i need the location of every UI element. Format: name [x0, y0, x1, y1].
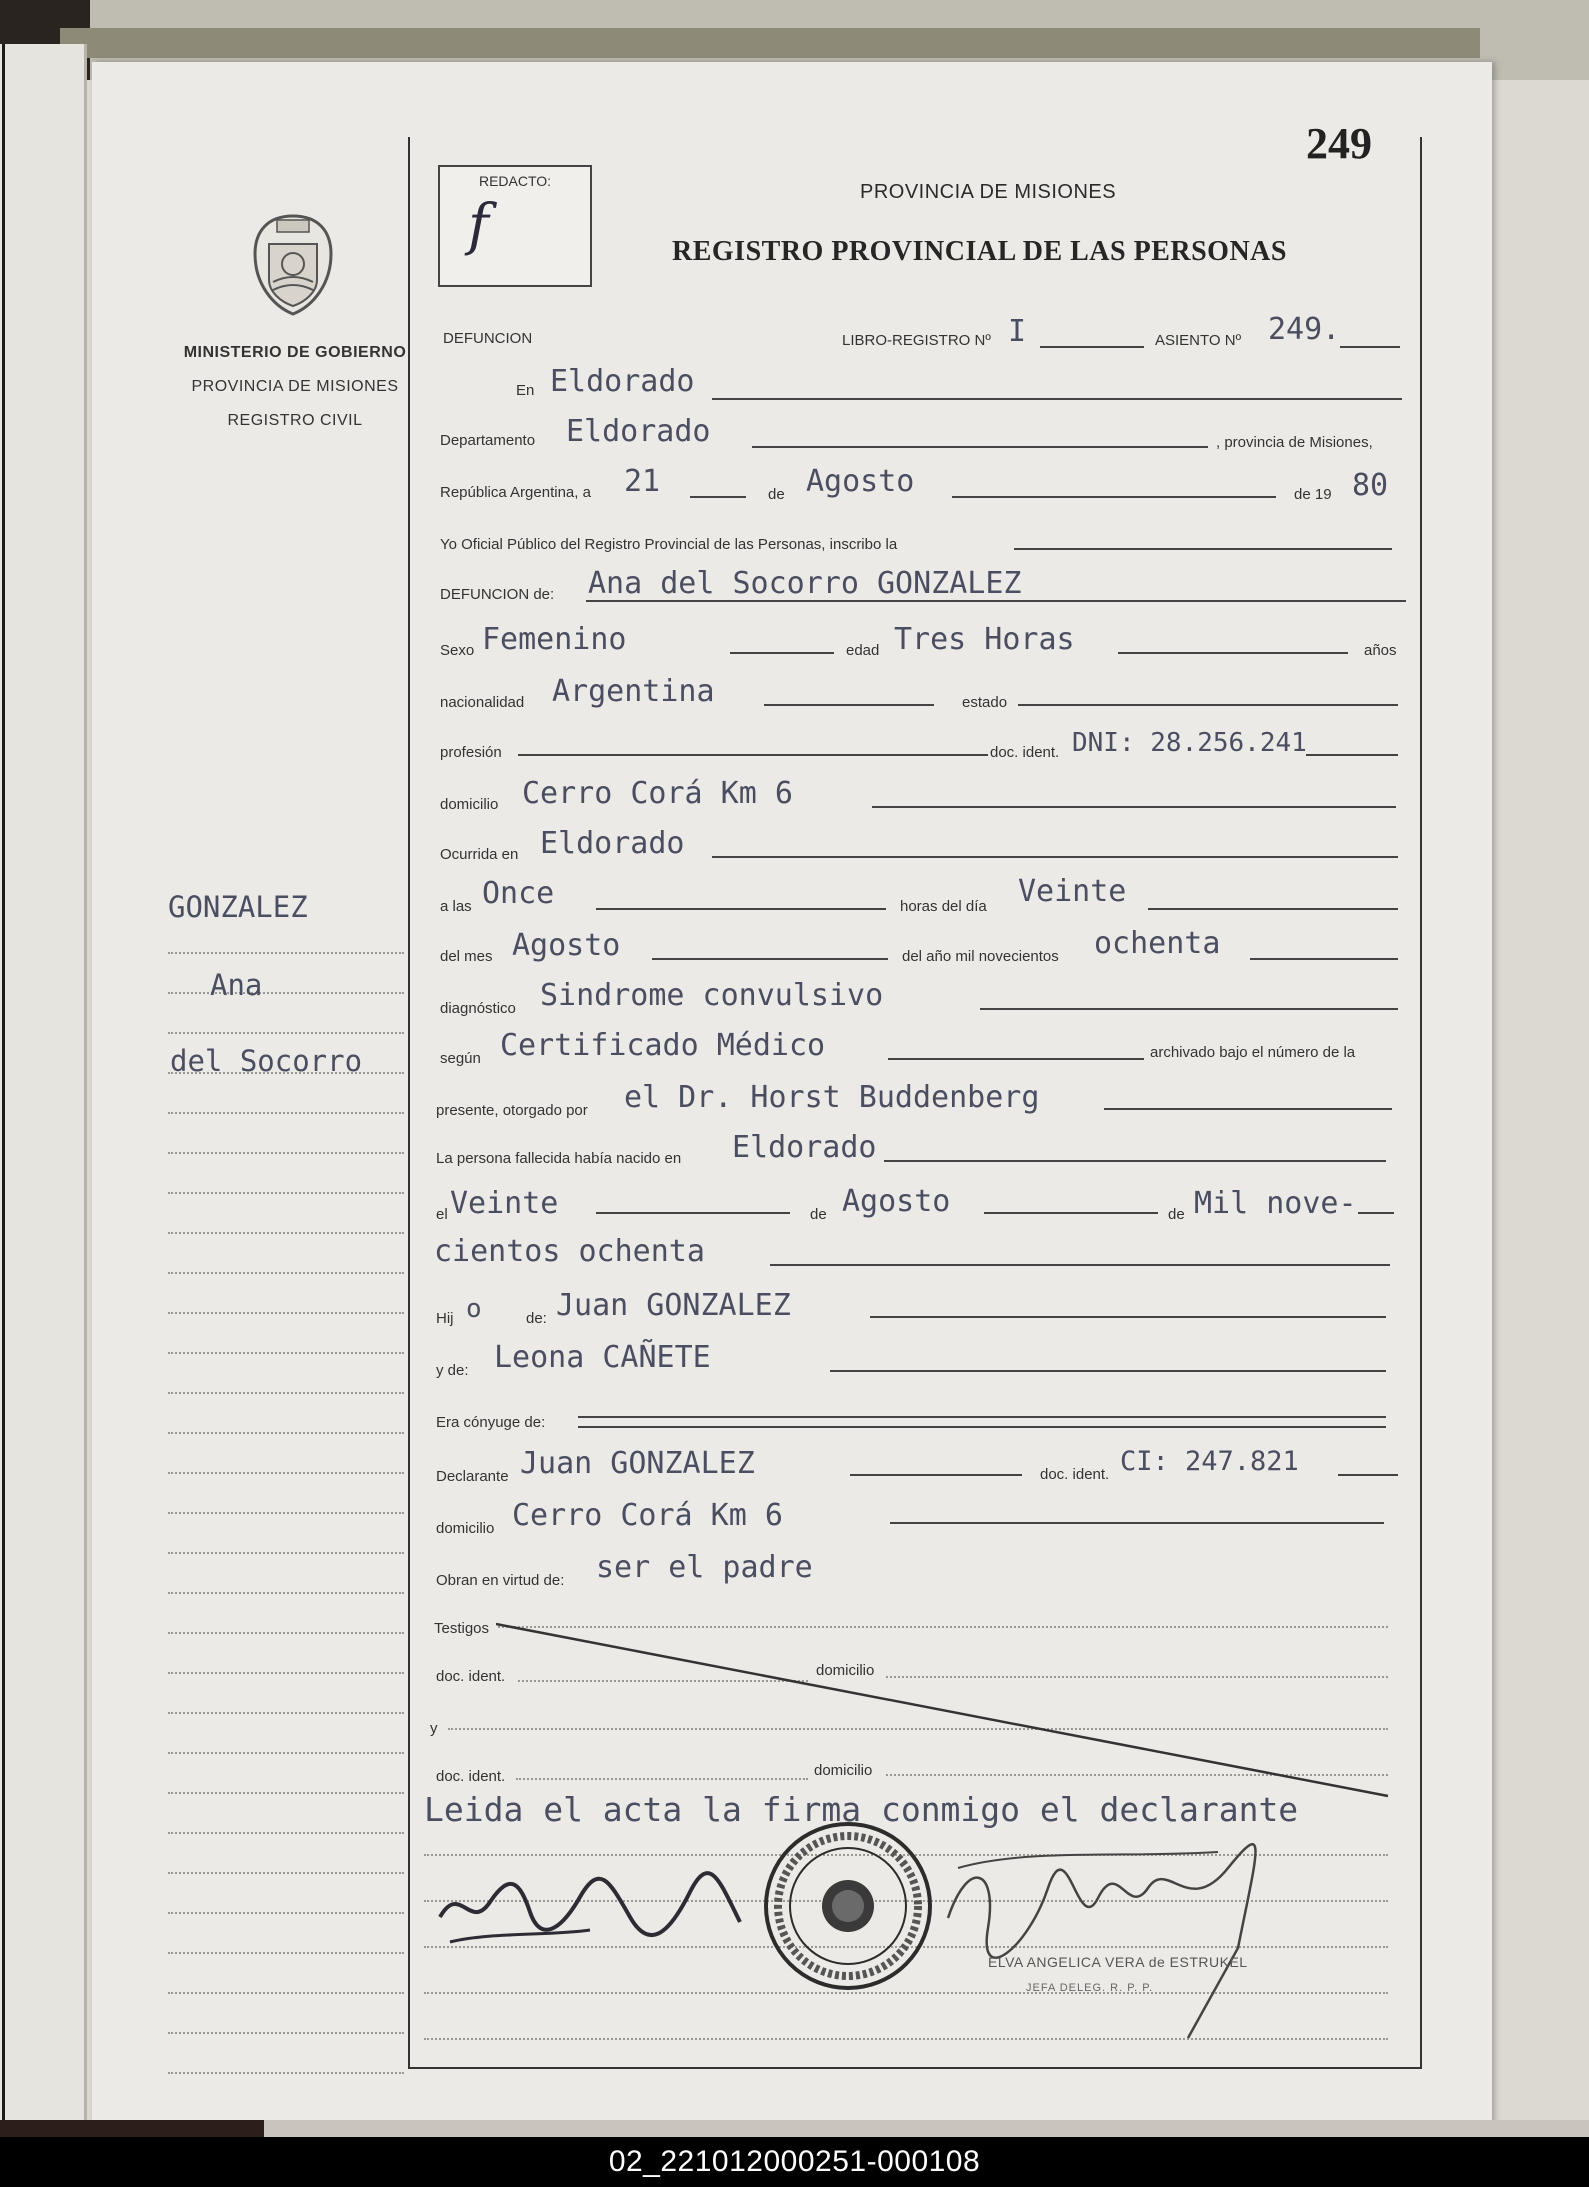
- republica-label: República Argentina, a: [440, 484, 591, 501]
- obran-label: Obran en virtud de:: [436, 1572, 565, 1589]
- el-value: Veinte: [450, 1186, 559, 1221]
- margin-line: [168, 1354, 404, 1394]
- redacto-initial: f: [468, 193, 489, 258]
- official-signature: [928, 1828, 1308, 2048]
- ministry-line-1: MINISTERIO DE GOBIERNO: [183, 344, 407, 361]
- facing-page: [0, 44, 87, 2134]
- margin-line: [168, 1834, 404, 1874]
- conyuge-line-1: [578, 1416, 1386, 1418]
- margin-line: [168, 1674, 404, 1714]
- margin-line: [168, 1994, 404, 2034]
- libro-value: I: [1008, 314, 1027, 349]
- declarante-doc-value: CI: 247.821: [1120, 1446, 1299, 1477]
- margin-line: [168, 1794, 404, 1834]
- el-label: el: [436, 1206, 448, 1223]
- margin-line: [168, 1114, 404, 1154]
- mes-line: [952, 496, 1276, 498]
- testigo-domicilio-label: domicilio: [816, 1662, 875, 1679]
- margin-line: [168, 1554, 404, 1594]
- estado-line: [1018, 704, 1398, 706]
- nac-anio-cont: cientos ochenta: [434, 1234, 705, 1269]
- margin-line: [168, 1954, 404, 1994]
- testigos-strike: [496, 1620, 1392, 1802]
- doc-ident-value: DNI: 28.256.241: [1072, 728, 1307, 758]
- margin-line: [168, 954, 404, 994]
- domicilio-label: domicilio: [440, 796, 499, 813]
- nac-mes-line: [984, 1212, 1158, 1214]
- margin-line: [168, 1274, 404, 1314]
- testigo2-doc-label: doc. ident.: [436, 1768, 506, 1785]
- en-line: [712, 398, 1402, 400]
- edad-line: [1118, 652, 1348, 654]
- margin-first-name: Ana: [210, 968, 263, 1002]
- horas-value: Veinte: [1018, 874, 1127, 909]
- departamento-value: Eldorado: [566, 414, 711, 449]
- anio-mil-label: del año mil novecientos: [902, 948, 1059, 965]
- oficial-text: Yo Oficial Público del Registro Provincial de las Personas, inscribo la: [440, 536, 898, 553]
- nac-de-label: de: [810, 1206, 827, 1223]
- defuncion-de-value: Ana del Socorro GONZALEZ: [588, 566, 1022, 601]
- margin-line: [168, 1154, 404, 1194]
- margin-line: [168, 1234, 404, 1274]
- padre-line: [870, 1316, 1386, 1318]
- margin-line: [168, 1594, 404, 1634]
- padre-value: Juan GONZALEZ: [556, 1288, 791, 1323]
- en-value: Eldorado: [550, 364, 695, 399]
- diagnostico-line: [980, 1008, 1398, 1010]
- en-label: En: [516, 382, 535, 399]
- margin-line: [168, 1874, 404, 1914]
- nac-anio-line: [1358, 1212, 1394, 1214]
- nac-de-label-2: de: [1168, 1206, 1185, 1223]
- margin-lines: [168, 914, 404, 2074]
- segun-value: Certificado Médico: [500, 1028, 826, 1063]
- testigo-doc-label: doc. ident.: [436, 1668, 506, 1685]
- conyuge-line-2: [578, 1426, 1386, 1428]
- sexo-value: Femenino: [482, 622, 627, 657]
- anos-label: años: [1364, 642, 1397, 659]
- dia-value: 21: [624, 464, 661, 499]
- asiento-label: ASIENTO Nº: [1155, 332, 1242, 349]
- margin-line: [168, 1434, 404, 1474]
- ocurrida-value: Eldorado: [540, 826, 685, 861]
- presente-value: el Dr. Horst Buddenberg: [624, 1080, 1040, 1115]
- margin-second-name: del Socorro: [170, 1044, 363, 1078]
- horas-line: [1148, 908, 1398, 910]
- a-las-value: Once: [482, 876, 555, 911]
- ocurrida-label: Ocurrida en: [440, 846, 519, 863]
- declarante-doc-line: [1338, 1474, 1398, 1476]
- presente-line: [1104, 1108, 1392, 1110]
- diagnostico-label: diagnóstico: [440, 1000, 516, 1017]
- doc-ident-label: doc. ident.: [990, 744, 1060, 761]
- anio-mil-value: ochenta: [1094, 926, 1221, 961]
- province-heading: PROVINCIA DE MISIONES: [860, 181, 1117, 203]
- conyuge-label: Era cónyuge de:: [436, 1414, 546, 1431]
- profesion-label: profesión: [440, 744, 502, 761]
- nac-anio-value: Mil nove-: [1194, 1186, 1357, 1221]
- nacionalidad-line: [764, 704, 934, 706]
- doc-ident-line: [1306, 754, 1398, 756]
- segun-line: [888, 1058, 1144, 1060]
- y-label: y: [430, 1720, 438, 1737]
- dia-line: [690, 496, 746, 498]
- de-label: de: [768, 486, 785, 503]
- sexo-label: Sexo: [440, 642, 475, 659]
- defuncion-de-line: [586, 600, 1406, 602]
- image-code-footer: 02_221012000251-000108: [0, 2137, 1589, 2187]
- margin-line: [168, 1754, 404, 1794]
- margin-line: [168, 1514, 404, 1554]
- hijo-de-label: de:: [526, 1310, 547, 1327]
- anio-value: 80: [1352, 468, 1389, 503]
- ministry-line-2: PROVINCIA DE MISIONES: [191, 378, 399, 395]
- redacto-label: REDACTO:: [478, 173, 552, 189]
- official-round-stamp: [760, 1818, 936, 1994]
- nacionalidad-label: nacionalidad: [440, 694, 525, 711]
- declarante-line: [850, 1474, 1022, 1476]
- oficial-line: [1014, 548, 1392, 550]
- registry-heading: REGISTRO PROVINCIAL DE LAS PERSONAS: [672, 236, 1287, 267]
- archivado-label: archivado bajo el número de la: [1150, 1044, 1356, 1061]
- nacionalidad-value: Argentina: [552, 674, 715, 709]
- ministry-line-3: REGISTRO CIVIL: [227, 412, 363, 429]
- margin-line: [168, 1394, 404, 1434]
- margin-line: [168, 1634, 404, 1674]
- declarante-domicilio-label: domicilio: [436, 1520, 495, 1537]
- a-las-label: a las: [440, 898, 472, 915]
- margin-line: [168, 1314, 404, 1354]
- y-de-label: y de:: [436, 1362, 469, 1379]
- asiento-value: 249.: [1268, 312, 1341, 347]
- margin-line: [168, 1914, 404, 1954]
- redacto-box: [438, 165, 592, 287]
- madre-value: Leona CAÑETE: [494, 1340, 711, 1375]
- nacido-value: Eldorado: [732, 1130, 877, 1165]
- declarante-domicilio-line: [890, 1522, 1384, 1524]
- del-mes-label: del mes: [440, 948, 493, 965]
- libro-line: [1040, 346, 1144, 348]
- provincia-label: , provincia de Misiones,: [1216, 434, 1373, 451]
- a-las-line: [596, 908, 886, 910]
- margin-line: [168, 1074, 404, 1114]
- declarante-domicilio-value: Cerro Corá Km 6: [512, 1498, 783, 1533]
- domicilio-value: Cerro Corá Km 6: [522, 776, 793, 811]
- bottom-edge-light: [264, 2120, 1589, 2138]
- departamento-label: Departamento: [440, 432, 536, 449]
- facing-page-edge: [2, 44, 5, 2134]
- margin-line: [168, 2034, 404, 2074]
- edad-label: edad: [846, 642, 880, 659]
- domicilio-line: [872, 806, 1396, 808]
- mes-value: Agosto: [806, 464, 915, 499]
- segun-label: según: [440, 1050, 481, 1067]
- libro-label: LIBRO-REGISTRO Nº: [842, 332, 991, 349]
- coat-of-arms-seal: [247, 210, 339, 320]
- anio-prefix: de 19: [1294, 486, 1332, 503]
- del-mes-line: [652, 958, 888, 960]
- edad-value: Tres Horas: [894, 622, 1075, 657]
- diagnostico-value: Sindrome convulsivo: [540, 978, 884, 1013]
- profesion-line: [518, 754, 988, 756]
- testigo2-domicilio-label: domicilio: [814, 1762, 873, 1779]
- ministry-block: [170, 336, 420, 438]
- margin-line: [168, 1714, 404, 1754]
- hijo-value: o: [466, 1294, 482, 1324]
- horas-label: horas del día: [900, 898, 987, 915]
- nacido-line: [884, 1160, 1386, 1162]
- defuncion-de-label: DEFUNCION de:: [440, 586, 555, 603]
- hijo-label: Hij: [436, 1310, 454, 1327]
- official-name: ELVA ANGELICA VERA de ESTRUKEL: [988, 1954, 1248, 1970]
- nacido-label: La persona fallecida había nacido en: [436, 1150, 682, 1167]
- margin-line: [168, 1194, 404, 1234]
- official-title: JEFA DELEG. R. P. P.: [1026, 1982, 1154, 1994]
- del-mes-value: Agosto: [512, 928, 621, 963]
- nac-anio-cont-line: [770, 1264, 1390, 1266]
- record-type: DEFUNCION: [443, 330, 533, 347]
- ocurrida-line: [712, 856, 1398, 858]
- anio-mil-line: [1250, 958, 1398, 960]
- margin-line: [168, 1474, 404, 1514]
- madre-line: [830, 1370, 1386, 1372]
- el-line: [596, 1212, 790, 1214]
- margin-surname: GONZALEZ: [168, 890, 308, 924]
- asiento-line: [1340, 346, 1400, 348]
- declarante-doc-label: doc. ident.: [1040, 1466, 1110, 1483]
- nac-mes-value: Agosto: [842, 1184, 951, 1219]
- declarante-label: Declarante: [436, 1468, 509, 1485]
- declarante-value: Juan GONZALEZ: [520, 1446, 755, 1481]
- departamento-line: [752, 446, 1208, 448]
- page-number: 249: [1306, 119, 1372, 168]
- estado-label: estado: [962, 694, 1008, 711]
- testigos-label: Testigos: [434, 1620, 490, 1637]
- sexo-line: [730, 652, 834, 654]
- declarante-signature: [430, 1862, 760, 1952]
- closing-statement: Leida el acta la firma conmigo el declarante: [424, 1790, 1299, 1829]
- presente-label: presente, otorgado por: [436, 1102, 588, 1119]
- binder-strip: [60, 28, 1480, 58]
- obran-value: ser el padre: [596, 1550, 813, 1585]
- margin-line: [168, 994, 404, 1034]
